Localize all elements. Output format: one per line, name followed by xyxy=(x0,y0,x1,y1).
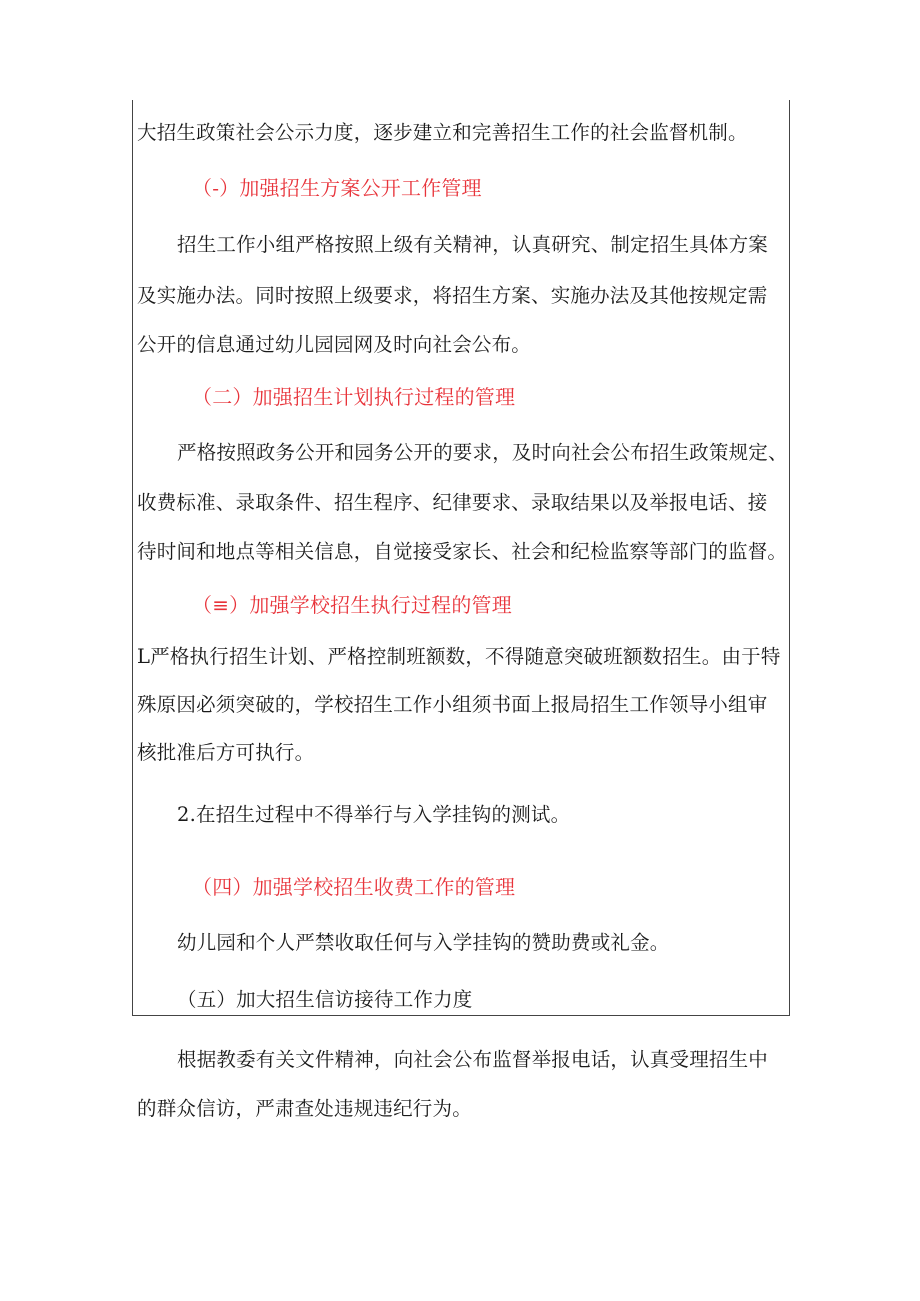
paragraph-line: 幼儿园和个人严禁收取任何与入学挂钩的赞助费或礼金。 xyxy=(177,931,670,954)
paragraph-line: 的群众信访，严肃查处违规违纪行为。 xyxy=(137,1097,472,1120)
numbered-item: 2.在招生过程中不得举行与入学挂钩的测试。 xyxy=(177,803,571,826)
section-heading-4: （四）加强学校招生收费工作的管理 xyxy=(192,875,516,899)
paragraph-line: 公开的信息通过幼儿园园网及时向社会公布。 xyxy=(137,333,532,356)
paragraph-line: 大招生政策社会公示力度，逐步建立和完善招生工作的社会监督机制。 xyxy=(137,121,748,144)
section-heading-2: （二）加强招生计划执行过程的管理 xyxy=(192,385,516,409)
paragraph-line: 招生工作小组严格按照上级有关精神，认真研究、制定招生具体方案 xyxy=(177,233,769,256)
paragraph-line: 殊原因必须突破的，学校招生工作小组须书面上报局招生工作领导小组审 xyxy=(137,693,768,716)
paragraph-line: 及实施办法。同时按照上级要求，将招生方案、实施办法及其他按规定需 xyxy=(137,284,768,307)
paragraph-line: 核批准后方可执行。 xyxy=(137,741,315,764)
paragraph-line: 根据教委有关文件精神，向社会公布监督举报电话，认真受理招生中 xyxy=(177,1048,769,1071)
paragraph-line: 待时间和地点等相关信息，自觉接受家长、社会和纪检监察等部门的监督。 xyxy=(137,540,788,563)
section-heading-3: （≡）加强学校招生执行过程的管理 xyxy=(192,593,512,617)
section-heading-1: （-）加强招生方案公开工作管理 xyxy=(192,176,482,200)
paragraph-line: 严格按照政务公开和园务公开的要求，及时向社会公布招生政策规定、 xyxy=(177,441,788,464)
section-heading-5: （五）加大招生信访接待工作力度 xyxy=(177,988,473,1011)
paragraph-line: 收费标准、录取条件、招生程序、纪律要求、录取结果以及举报电话、接 xyxy=(137,491,768,514)
paragraph-line: L严格执行招生计划、严格控制班额数，不得随意突破班额数招生。由于特 xyxy=(137,645,781,668)
